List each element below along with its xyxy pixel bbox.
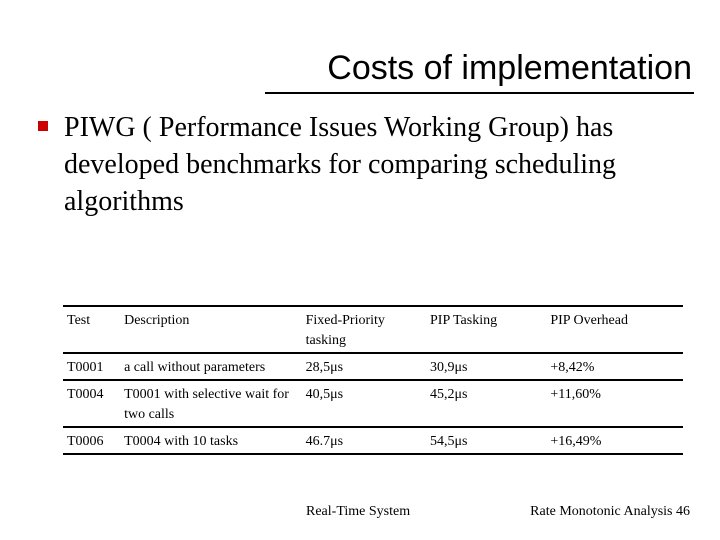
cell-pip-overhead: +8,42% [550, 360, 595, 375]
title-underline [265, 92, 694, 94]
bullet-text: PIWG ( Performance Issues Working Group) has developed benchmarks for comparing scheduling algorithms [64, 112, 617, 217]
cell-pip-tasking: 45,2μs [430, 387, 468, 402]
footer-slide-label: Rate Monotonic Analysis 46 [530, 504, 690, 519]
cell-description: a call without parameters [124, 360, 266, 375]
cell-fixed-priority: 46.7μs [305, 434, 344, 449]
table-row [63, 353, 683, 380]
header-pip-overhead: PIP Overhead [550, 313, 628, 328]
cell-pip-tasking: 54,5μs [430, 434, 468, 449]
table-header-row [63, 306, 683, 353]
table-row [63, 427, 683, 454]
table-row [63, 380, 683, 427]
header-fixed-priority: Fixed-Priority tasking [305, 313, 385, 348]
cell-test: T0004 [67, 387, 104, 402]
cell-test: T0006 [67, 434, 104, 449]
slide-title: Costs of implementation [327, 49, 692, 87]
header-test: Test [67, 313, 91, 328]
cell-description: T0004 with 10 tasks [124, 434, 239, 449]
benchmark-table [63, 305, 683, 455]
cell-fixed-priority: 28,5μs [305, 360, 344, 375]
cell-pip-overhead: +16,49% [550, 434, 602, 449]
cell-test: T0001 [67, 360, 104, 375]
cell-pip-overhead: +11,60% [550, 387, 601, 402]
header-pip-tasking: PIP Tasking [430, 313, 498, 328]
footer-course-name: Real-Time System [306, 504, 411, 519]
bullet-square-icon [38, 121, 48, 131]
header-description: Description [124, 313, 190, 328]
cell-fixed-priority: 40,5μs [305, 387, 344, 402]
cell-pip-tasking: 30,9μs [430, 360, 468, 375]
cell-description: T0001 with selective wait for two calls [124, 387, 289, 422]
